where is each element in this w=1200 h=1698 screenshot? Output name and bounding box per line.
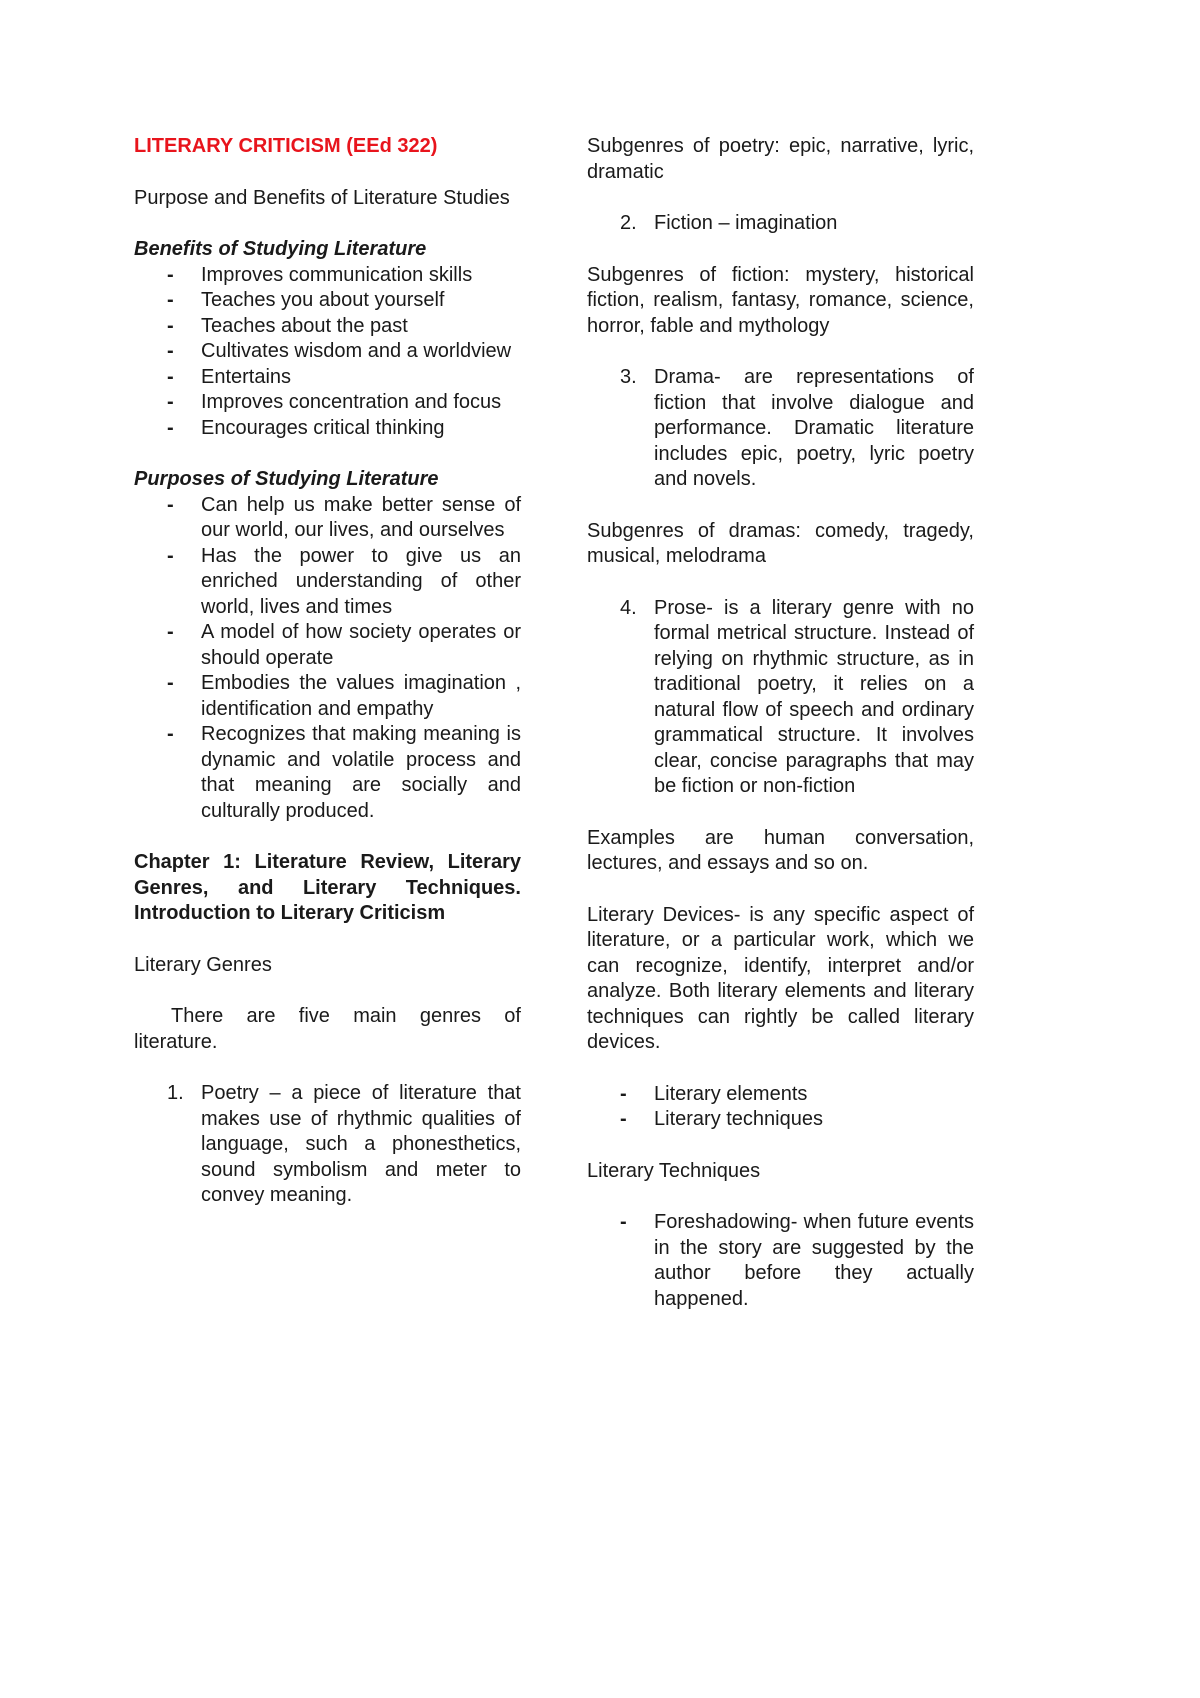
list-item: 3. Drama- are representations of fiction that involve dialogue and performance. Dramatic literature includes epic, poetry, lyric poetry and novels. (620, 366, 974, 490)
list-item: 2. Fiction – imagination (587, 211, 974, 237)
devices-definition: Literary Devices- is any specific aspect of literature, or a particular work, which we can recognize, identify, interpret and/or analyze. Both literary elements and literary techniques can rightly be called literary devices. (587, 903, 974, 1053)
devices-list (587, 1082, 974, 1133)
bullet-marker: - (167, 263, 174, 286)
poetry-subgenres: Subgenres of poetry: epic, narrative, lyric, dramatic (587, 135, 974, 183)
benefits-list (134, 263, 521, 442)
bullet-marker: - (167, 672, 174, 694)
left-column (134, 134, 521, 1209)
list-item: - Teaches about the past (134, 314, 521, 340)
bullet-marker: - (167, 723, 174, 745)
bullet-marker: - (167, 365, 174, 388)
list-item: - Embodies the values imagination , identification and empathy (167, 672, 521, 720)
list-item: - Cultivates wisdom and a worldview (134, 339, 521, 365)
bullet-marker: - (167, 416, 174, 439)
genre-list-3 (587, 365, 974, 493)
genres-label: Literary Genres (134, 953, 272, 976)
bullet-marker: - (167, 340, 174, 362)
bullet-marker: - (167, 314, 174, 337)
list-item: 1. Poetry – a piece of literature that makes use of rhythmic qualities of language, such a phonesthetics, sound symbolism and meter to convey meaning. (167, 1082, 521, 1206)
list-item: - Entertains (134, 365, 521, 391)
bullet-marker: - (167, 544, 174, 567)
bullet-marker: - (167, 289, 174, 311)
chapter-heading: Chapter 1: Literature Review, Literary Genres, and Literary Techniques. Introduction to Literary Criticism (134, 851, 521, 924)
list-item: - Foreshadowing- when future events in the story are suggested by the author before they actually happened. (620, 1211, 974, 1310)
list-item: - Literary techniques (587, 1107, 974, 1133)
prose-examples: Examples are human conversation, lectures, and essays and so on. (587, 826, 974, 874)
list-item: - Encourages critical thinking (134, 416, 521, 442)
genre-list-1 (134, 1081, 521, 1209)
list-item: - Recognizes that making meaning is dynamic and volatile process and that meaning are socially and culturally produced. (167, 723, 521, 822)
list-item: - Improves communication skills (134, 263, 521, 289)
genre-list-4 (587, 596, 974, 800)
bullet-marker: - (167, 493, 174, 516)
fiction-subgenres: Subgenres of fiction: mystery, historical fiction, realism, fantasy, romance, science, horror, fable and mythology (587, 263, 974, 337)
bullet-marker: - (167, 621, 174, 643)
drama-subgenres: Subgenres of dramas: comedy, tragedy, musical, melodrama (587, 519, 974, 567)
genre-list-2 (587, 211, 974, 237)
list-item: - Has the power to give us an enriched understanding of other world, lives and times (167, 544, 521, 618)
purposes-heading: Purposes of Studying Literature (134, 468, 439, 490)
bullet-marker: - (620, 1082, 627, 1105)
bullet-marker: - (167, 391, 174, 413)
intro-heading: Purpose and Benefits of Literature Studies (134, 186, 510, 209)
list-item: - A model of how society operates or should operate (167, 621, 521, 669)
genres-intro: There are five main genres of literature. (134, 1005, 521, 1053)
document-title: LITERARY CRITICISM (EEd 322) (134, 135, 438, 157)
list-item: - Improves concentration and focus (134, 390, 521, 416)
list-number: 2. (620, 212, 637, 234)
list-item: - Can help us make better sense of our world, our lives, and ourselves (167, 493, 521, 541)
list-number: 1. (167, 1082, 184, 1104)
list-item: 4. Prose- is a literary genre with no formal metrical structure. Instead of relying on rhythmic structure, as in traditional poetry, it relies on a natural flow of speech and ordinary grammatical structure. It involves clear, concise paragraphs that may be fiction or non-fiction (620, 596, 974, 797)
techniques-list (587, 1210, 974, 1312)
purposes-list (134, 493, 521, 825)
list-item: - Literary elements (587, 1082, 974, 1108)
list-number: 4. (620, 596, 637, 619)
benefits-heading: Benefits of Studying Literature (134, 238, 427, 260)
techniques-label: Literary Techniques (587, 1159, 761, 1182)
list-number: 3. (620, 366, 637, 388)
list-item: - Teaches you about yourself (134, 288, 521, 314)
bullet-marker: - (620, 1108, 627, 1130)
bullet-marker: - (620, 1211, 627, 1233)
right-column (587, 134, 974, 1312)
